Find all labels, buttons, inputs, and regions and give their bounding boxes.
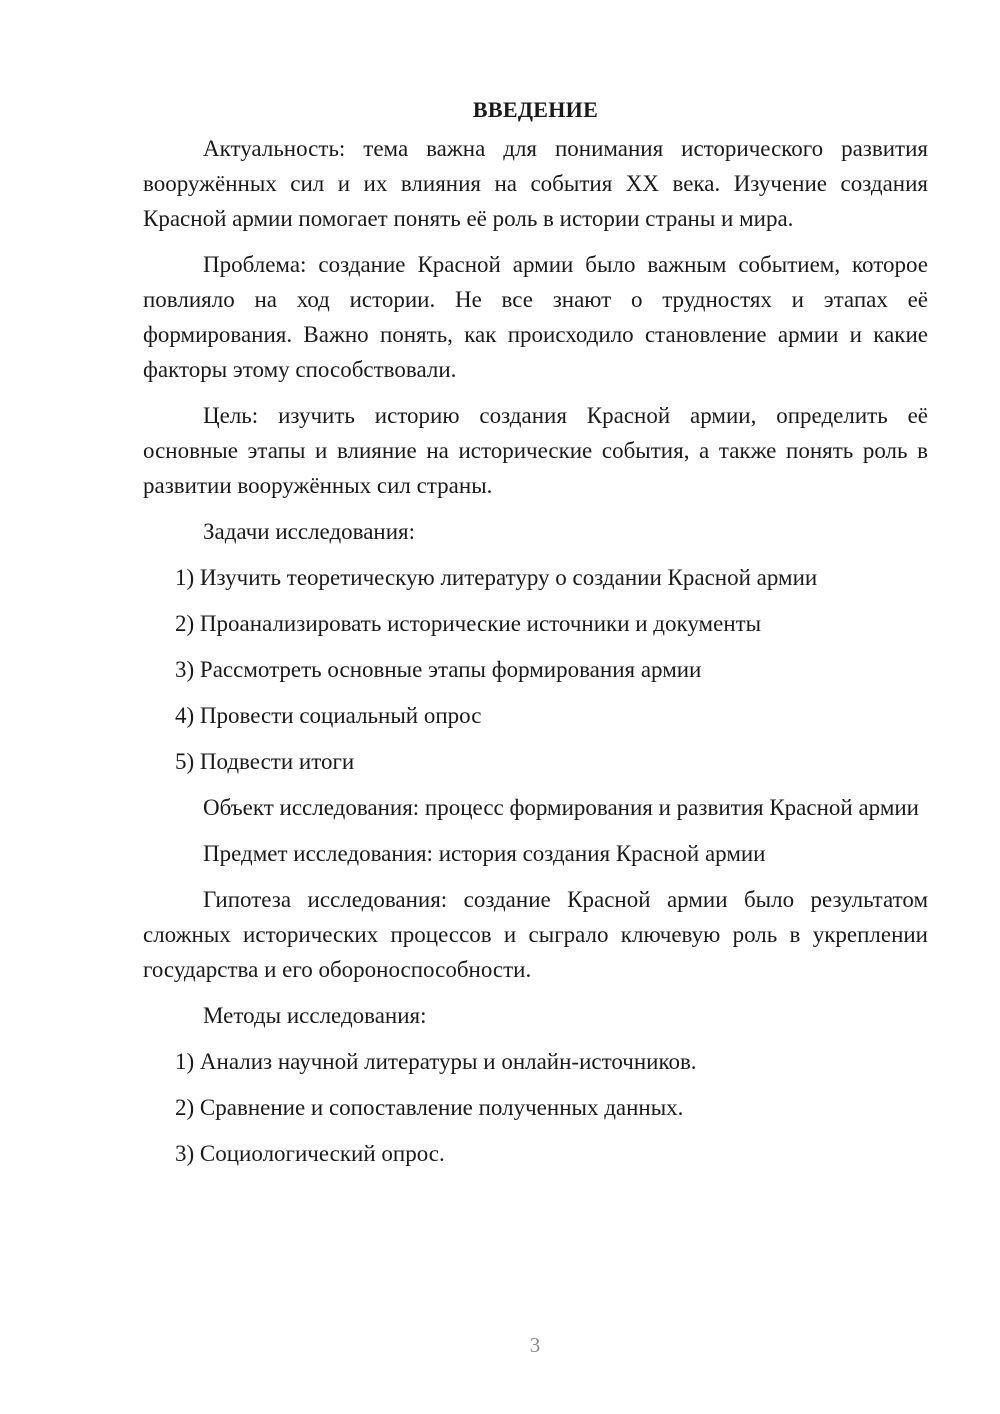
object-paragraph: Объект исследования: процесс формирования и развития Красной армии [203, 795, 919, 820]
methods-heading: Методы исследования: [203, 1003, 427, 1028]
page-title: ВВЕДЕНИЕ [472, 97, 599, 122]
tasks-heading: Задачи исследования: [203, 519, 416, 544]
list-item: 2) Проанализировать исторические источники и документы [175, 611, 762, 636]
list-item: 2) Сравнение и сопоставление полученных данных. [175, 1095, 684, 1120]
methods-list [143, 1044, 928, 1171]
list-item: 1) Изучить теоретическую литературу о создании Красной армии [175, 565, 818, 590]
problem-paragraph: Проблема: создание Красной армии было важным событием, которое повлияло на ход истории. Не все знают о трудностях и этапах её формирования. Важно понять, как происходило становление армии и какие факторы этому способствовали. [143, 252, 928, 382]
subject-paragraph: Предмет исследования: история создания Красной армии [203, 841, 766, 866]
page-number: 3 [529, 1333, 541, 1357]
list-item: 5) Подвести итоги [175, 749, 355, 774]
tasks-list [143, 560, 928, 779]
list-item: 3) Социологический опрос. [175, 1141, 445, 1166]
hypothesis-paragraph: Гипотеза исследования: создание Красной армии было результатом сложных исторических процессов и сыграло ключевую роль в укреплении государства и его обороноспособности. [143, 887, 928, 982]
list-item: 4) Провести социальный опрос [175, 703, 482, 728]
document-page [143, 95, 928, 1182]
relevance-paragraph: Актуальность: тема важна для понимания исторического развития вооружённых сил и их влияния на события XX века. Изучение создания Красной армии помогает понять её роль в истории страны и мира. [143, 136, 928, 231]
list-item: 1) Анализ научной литературы и онлайн-источников. [175, 1049, 697, 1074]
goal-paragraph: Цель: изучить историю создания Красной армии, определить её основные этапы и влияние на исторические события, а также понять роль в развитии вооружённых сил страны. [143, 403, 928, 498]
list-item: 3) Рассмотреть основные этапы формирования армии [175, 657, 702, 682]
